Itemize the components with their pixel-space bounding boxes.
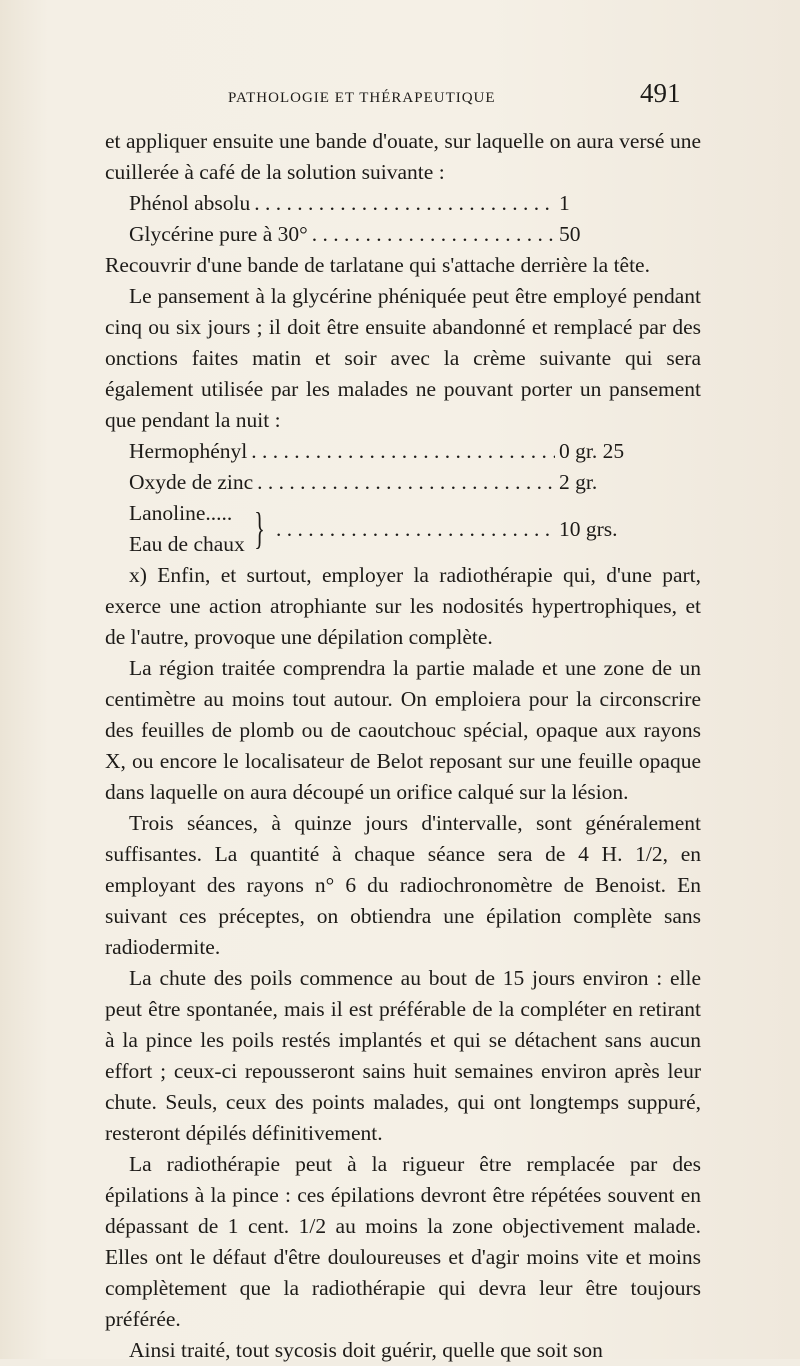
paragraph-pansement: Le pansement à la glycérine phéniquée peut être employé pendant cinq ou six jours ; il doit être ensuite abandonné et remplacé par des onctions faites matin et soir avec la crème suivante qui sera également utilisée par les malades ne pouvant porter un pansement que pendant la nuit : bbox=[105, 284, 701, 432]
recipe-solution bbox=[129, 188, 679, 250]
paragraph-seances: Trois séances, à quinze jours d'intervalle, sont généralement suffisantes. La quantité à chaque séance sera de 4 H. 1/2, en employant des rayons n° 6 du radiochronomètre de Benoist. En suivant ces préceptes, on obtiendra une épilation complète sans radiodermite. bbox=[105, 811, 701, 959]
leader-dots bbox=[251, 436, 555, 467]
ingredient-quantity: 10 grs. bbox=[559, 516, 618, 541]
recipe-line-grouped bbox=[129, 498, 679, 560]
leader-dots bbox=[254, 188, 555, 219]
grouped-ingredient-names bbox=[129, 498, 245, 560]
paragraph-recouvrir: Recouvrir d'une bande de tarlatane qui s'attache derrière la tête. bbox=[105, 253, 650, 277]
brace-glyph: } bbox=[254, 504, 265, 553]
ingredient-quantity: 1 bbox=[559, 191, 570, 215]
ingredient-name: Lanoline..... bbox=[129, 501, 233, 525]
paragraph-chute: La chute des poils commence au bout de 15 jours environ : elle peut être spontanée, mais il est préférable de la compléter en retirant à la pince les poils restés implantés et qui se détachent sans aucun effort ; ceux-ci repousseront sains huit semaines environ après leur chute. Seuls, ceux des points malades, qui ont longtemps suppuré, resteront dépilés définitivement. bbox=[105, 966, 701, 1145]
ingredient-name: Hermophényl bbox=[129, 439, 248, 463]
leader-dots bbox=[312, 219, 555, 250]
paragraph-radiotherapie: x) Enfin, et surtout, employer la radiothérapie qui, d'une part, exerce une action atrophiante sur les nodosités hypertrophiques, et de l'autre, provoque une dépilation complète. bbox=[105, 563, 701, 649]
ingredient-name: Eau de chaux bbox=[129, 532, 245, 556]
leader-dots bbox=[257, 467, 555, 498]
page-header bbox=[0, 76, 800, 116]
leader-dots bbox=[276, 514, 555, 545]
recipe-line bbox=[129, 467, 679, 498]
recipe-line bbox=[129, 436, 679, 467]
ingredient-quantity: 0 gr. 25 bbox=[559, 439, 625, 463]
page-body bbox=[105, 126, 701, 1366]
recipe-line bbox=[129, 219, 679, 250]
ingredient-name: Oxyde de zinc bbox=[129, 470, 254, 494]
recipe-creme bbox=[129, 436, 679, 560]
ingredient-quantity: 50 bbox=[559, 222, 581, 246]
ingredient-name: Glycérine pure à 30° bbox=[129, 222, 308, 246]
page-number: 491 bbox=[640, 78, 681, 108]
paragraph-conclusion: Ainsi traité, tout sycosis doit guérir, quelle que soit son bbox=[129, 1338, 603, 1362]
paragraph-intro: et appliquer ensuite une bande d'ouate, sur laquelle on aura versé une cuillerée à café de la solution suivante : bbox=[105, 129, 701, 184]
running-title: PATHOLOGIE ET THÉRAPEUTIQUE bbox=[228, 90, 496, 106]
recipe-line bbox=[129, 188, 679, 219]
ingredient-quantity: 2 gr. bbox=[559, 470, 598, 494]
ingredient-name: Phénol absolu bbox=[129, 191, 251, 215]
paragraph-region: La région traitée comprendra la partie malade et une zone de un centimètre au moins tout autour. On emploiera pour la circonscrire des feuilles de plomb ou de caoutchouc spécial, opaque aux rayons X, ou encore le localisateur de Belot reposant sur une feuille opaque dans laquelle on aura découpé un orifice calqué sur la lésion. bbox=[105, 656, 701, 804]
paragraph-epilation: La radiothérapie peut à la rigueur être remplacée par des épilations à la pince : ces épilations devront être répétées souvent en dépassant de 1 cent. 1/2 au moins la zone objectivement malade. Elles ont le défaut d'être douloureuses et d'agir moins vite et moins complètement que la radiothérapie qui devra leur être toujours préférée. bbox=[105, 1152, 701, 1331]
